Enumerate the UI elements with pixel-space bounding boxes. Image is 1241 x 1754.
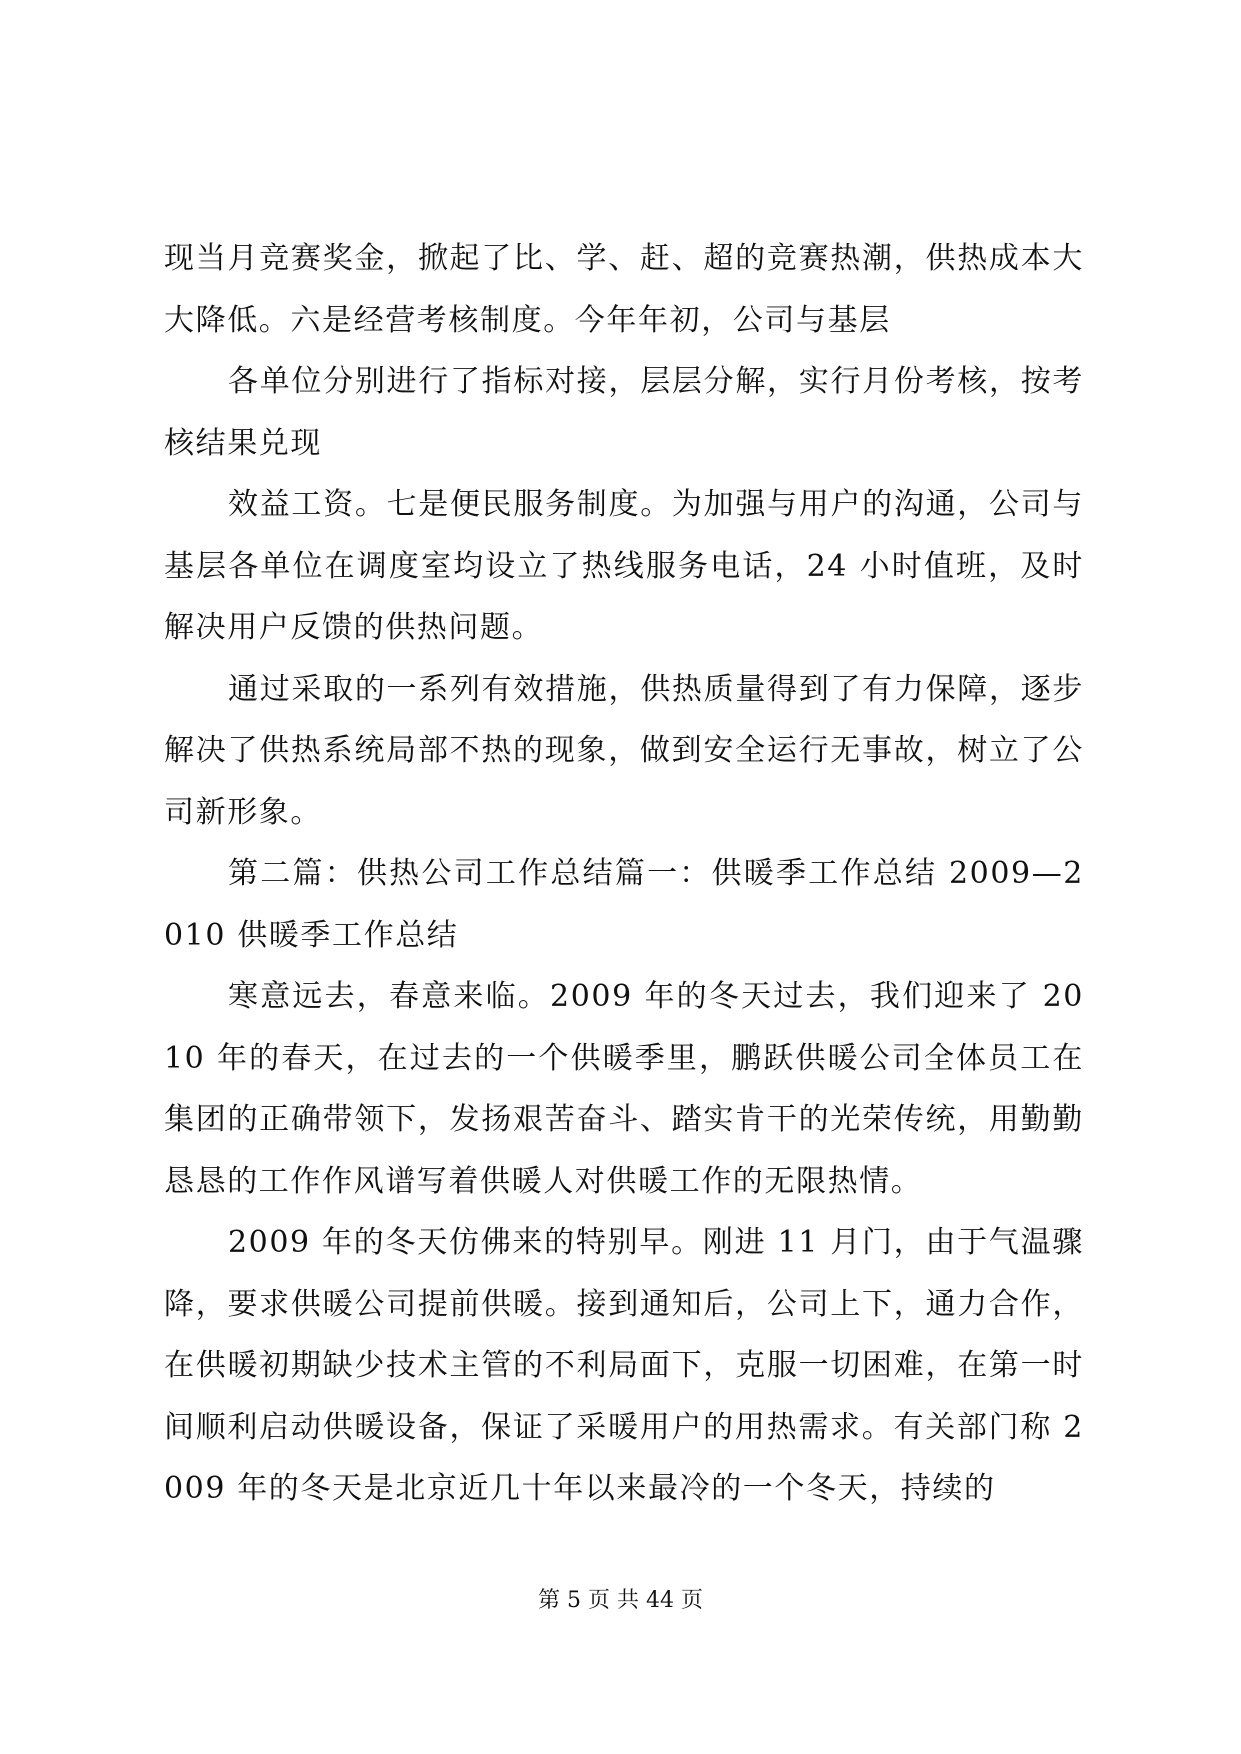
paragraph-3: 效益工资。七是便民服务制度。为加强与用户的沟通，公司与基层各单位在调度室均设立了热线服务电话，24 小时值班，及时解决用户反馈的供热问题。 — [164, 487, 1084, 645]
paragraph-4: 通过采取的一系列有效措施，供热质量得到了有力保障，逐步解决了供热系统局部不热的现象，做到安全运行无事故，树立了公司新形象。 — [164, 671, 1084, 830]
paragraph-1: 现当月竞赛奖金，掀起了比、学、赶、超的竞赛热潮，供热成本大大降低。六是经营考核制度。今年年初，公司与基层 — [164, 241, 1084, 338]
section-heading: 第二篇：供热公司工作总结篇一：供暖季工作总结 2009—2010 供暖季工作总结 — [164, 856, 1084, 953]
paragraph-2: 各单位分别进行了指标对接，层层分解，实行月份考核，按考核结果兑现 — [164, 364, 1084, 461]
page-number-footer: 第 5 页 共 44 页 — [538, 1588, 703, 1613]
body-text — [164, 228, 1084, 1520]
paragraph-7: 2009 年的冬天仿佛来的特别早。刚进 11 月门，由于气温骤降，要求供暖公司提前供暖。接到通知后，公司上下，通力合作，在供暖初期缺少技术主管的不利局面下，克服一切困难，在第一时间顺利启动供暖设备，保证了采暖用户的用热需求。有关部门称 2009 年的冬天是北京近几十年以来最冷的一个冬天，持续的 — [164, 1225, 1084, 1506]
paragraph-6: 寒意远去，春意来临。2009 年的冬天过去，我们迎来了 2010 年的春天，在过去的一个供暖季里，鹏跃供暖公司全体员工在集团的正确带领下，发扬艰苦奋斗、踏实肯干的光荣传统，用勤勤恳恳的工作作风谱写着供暖人对供暖工作的无限热情。 — [164, 979, 1084, 1199]
